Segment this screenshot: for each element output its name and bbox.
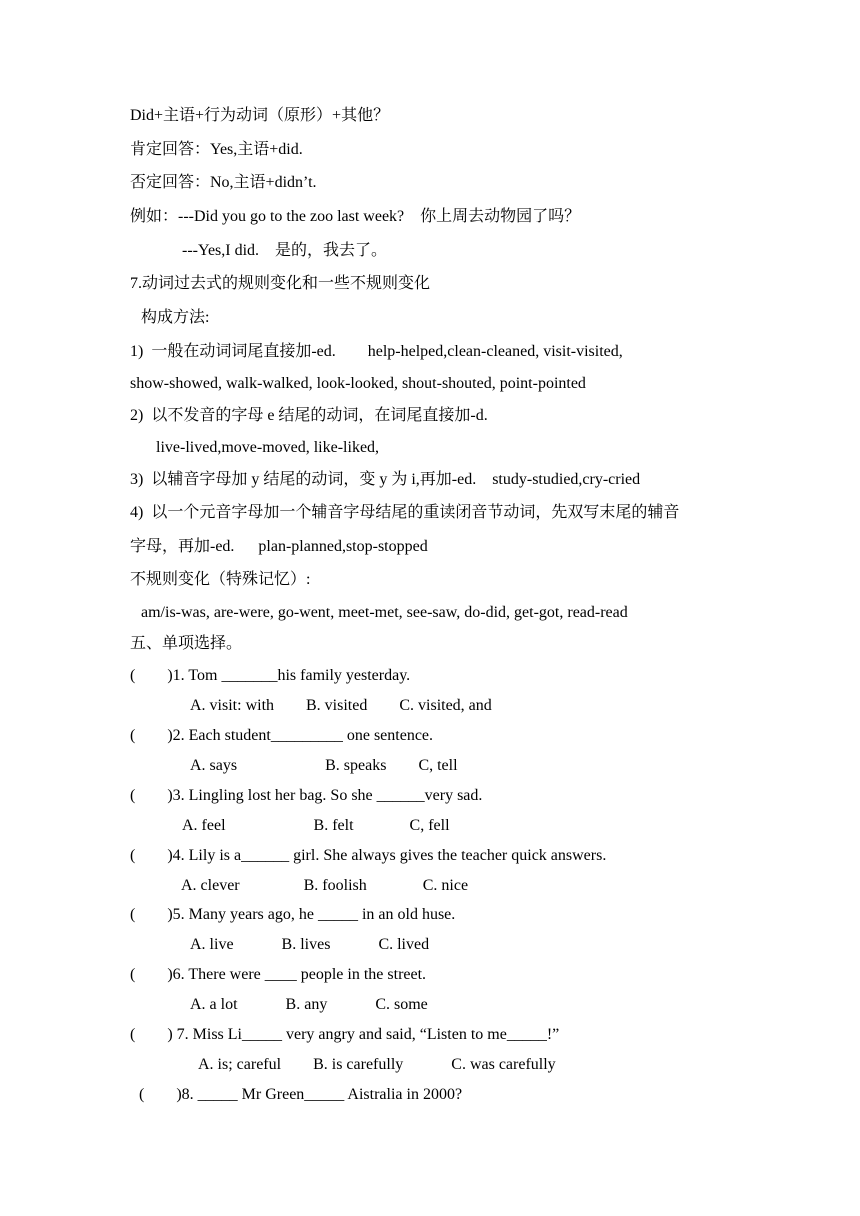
section-heading: 五、单项选择。 <box>130 635 243 652</box>
text-line: live-lived,move-moved, like-liked, <box>156 439 380 456</box>
question-item: ( )4. Lily is a______ girl. She always gives the teacher quick answers. <box>130 847 607 864</box>
text-line: ---Yes,I did. 是的，我去了。 <box>182 242 388 259</box>
text-line: 不规则变化（特殊记忆）: <box>130 571 311 588</box>
answer-options: A. is; careful B. is carefully C. was carefully <box>198 1056 556 1073</box>
answer-options: A. live B. lives C. lived <box>190 936 430 953</box>
text-line: 2) 以不发音的字母 e 结尾的动词，在词尾直接加-d. <box>130 407 488 424</box>
question-item: ( )6. There were ____ people in the street. <box>130 966 427 983</box>
answer-options: A. clever B. foolish C. nice <box>181 877 469 894</box>
text-line: 构成方法: <box>141 309 210 326</box>
answer-options: A. a lot B. any C. some <box>190 996 428 1013</box>
text-line: 肯定回答：Yes,主语+did. <box>130 141 303 158</box>
text-line: am/is-was, are-were, go-went, meet-met, see-saw, do-did, get-got, read-read <box>141 604 628 621</box>
text-line: 字母，再加-ed. plan-planned,stop-stopped <box>130 538 428 555</box>
question-item: ( )3. Lingling lost her bag. So she ______very sad. <box>130 787 483 804</box>
section-heading: 7.动词过去式的规则变化和一些不规则变化 <box>130 275 431 292</box>
question-item: ( )8. _____ Mr Green_____ Aistralia in 2000? <box>139 1086 463 1103</box>
text-line: Did+主语+行为动词（原形）+其他？ <box>130 107 390 124</box>
text-line: 1) 一般在动词词尾直接加-ed. help-helped,clean-cleaned, visit-visited, <box>130 343 623 360</box>
text-line: 4) 以一个元音字母加一个辅音字母结尾的重读闭音节动词，先双写末尾的辅音 <box>130 504 680 521</box>
text-line: 否定回答：No,主语+didn’t. <box>130 174 317 191</box>
text-line: 例如：---Did you go to the zoo last week? 你上周去动物园了吗？ <box>130 208 581 225</box>
question-item: ( )5. Many years ago, he _____ in an old huse. <box>130 906 456 923</box>
answer-options: A. feel B. felt C, fell <box>182 817 450 834</box>
text-line: show-showed, walk-walked, look-looked, shout-shouted, point-pointed <box>130 375 586 392</box>
question-item: ( ) 7. Miss Li_____ very angry and said, “Listen to me_____!” <box>130 1026 560 1043</box>
question-item: ( )2. Each student_________ one sentence. <box>130 727 434 744</box>
answer-options: A. visit: with B. visited C. visited, and <box>190 697 492 714</box>
question-item: ( )1. Tom _______his family yesterday. <box>130 667 411 684</box>
text-line: 3) 以辅音字母加 y 结尾的动词，变 y 为 i,再加-ed. study-studied,cry-cried <box>130 471 641 488</box>
answer-options: A. says B. speaks C, tell <box>190 757 458 774</box>
